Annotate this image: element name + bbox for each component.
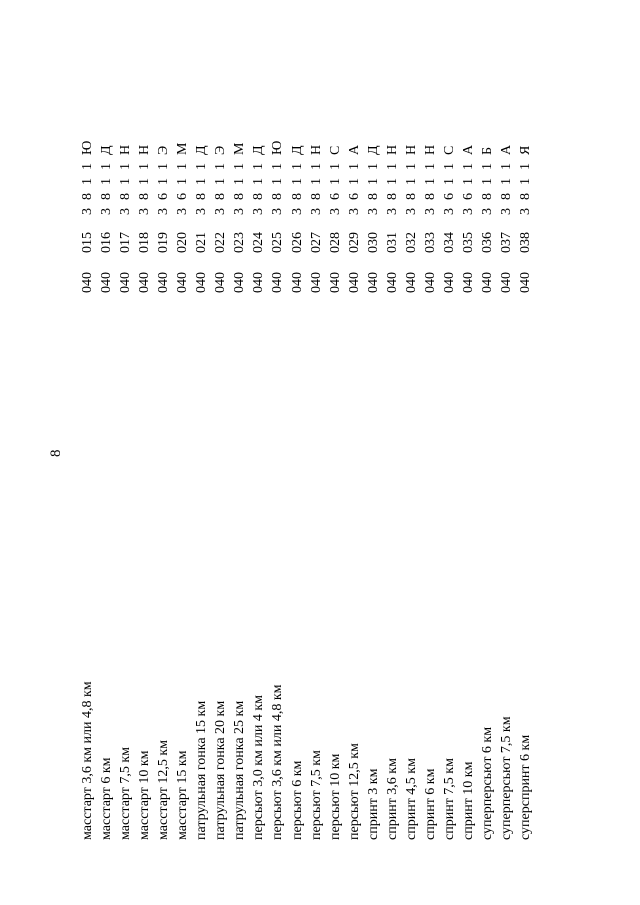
discipline-code <box>154 23 173 293</box>
discipline-name: масстарт 6 км <box>99 757 115 840</box>
code-letter: А <box>460 144 476 155</box>
code-number: 036 <box>479 232 495 253</box>
code-number: 021 <box>194 232 210 253</box>
discipline-name: персьют 6 км <box>289 760 305 840</box>
code-digit: 8 <box>365 193 381 200</box>
code-digit: 1 <box>384 178 400 185</box>
code-letter: Н <box>403 144 419 155</box>
discipline-code <box>383 23 402 293</box>
code-number: 024 <box>251 232 267 253</box>
discipline-code <box>192 23 211 293</box>
discipline-name: масстарт 7,5 км <box>118 746 134 840</box>
code-digit: 8 <box>232 193 248 200</box>
discipline-code <box>364 23 383 293</box>
code-letter: А <box>346 144 362 155</box>
code-digit: 3 <box>213 208 229 215</box>
discipline-name: персьют 3,6 км или 4,8 км <box>270 684 286 840</box>
code-digit: 8 <box>251 193 267 200</box>
code-digit: 1 <box>118 178 134 185</box>
code-digit: 1 <box>327 178 343 185</box>
discipline-name: масстарт 15 км <box>175 750 191 840</box>
code-digit: 1 <box>156 178 172 185</box>
code-digit: 1 <box>327 163 343 170</box>
code-group: 040 <box>270 272 286 293</box>
code-digit: 6 <box>156 193 172 200</box>
code-digit: 8 <box>213 193 229 200</box>
code-digit: 1 <box>80 163 95 170</box>
code-digit: 3 <box>289 208 305 215</box>
code-digit: 6 <box>460 193 476 200</box>
code-group: 040 <box>289 272 305 293</box>
code-group: 040 <box>365 272 381 293</box>
code-digit: 1 <box>422 178 438 185</box>
code-digit: 1 <box>251 163 267 170</box>
code-letter: Б <box>479 146 495 155</box>
discipline-names-column <box>78 590 535 840</box>
discipline-name: масстарт 12,5 км <box>156 739 172 840</box>
code-digit: 1 <box>289 163 305 170</box>
code-digit: 1 <box>365 178 381 185</box>
code-group: 040 <box>422 272 438 293</box>
discipline-name: суперперсьют 7,5 км <box>499 716 515 840</box>
discipline-name: масстарт 3,6 км или 4,8 км <box>80 681 95 840</box>
code-digit: 8 <box>499 193 515 200</box>
discipline-code <box>116 23 135 293</box>
code-digit: 1 <box>518 163 534 170</box>
code-number: 022 <box>213 232 229 253</box>
code-number: 020 <box>175 232 191 253</box>
code-digit: 1 <box>175 163 191 170</box>
discipline-code <box>78 23 97 293</box>
code-group: 040 <box>118 272 134 293</box>
discipline-name: патрульная гонка 25 км <box>232 700 248 840</box>
code-letter: Д <box>251 145 267 155</box>
code-digit: 1 <box>99 163 115 170</box>
code-digit: 1 <box>403 163 419 170</box>
code-digit: 1 <box>422 163 438 170</box>
code-digit: 1 <box>156 163 172 170</box>
code-group: 040 <box>346 272 362 293</box>
code-group: 040 <box>156 272 172 293</box>
code-group: 040 <box>479 272 495 293</box>
code-digit: 1 <box>499 178 515 185</box>
code-letter: Э <box>156 145 172 155</box>
code-digit: 3 <box>99 208 115 215</box>
code-number: 029 <box>346 232 362 253</box>
code-digit: 1 <box>270 163 286 170</box>
code-digit: 1 <box>384 163 400 170</box>
code-number: 018 <box>137 232 153 253</box>
code-digit: 8 <box>99 193 115 200</box>
code-digit: 1 <box>499 163 515 170</box>
code-number: 026 <box>289 232 305 253</box>
code-number: 034 <box>441 232 457 253</box>
discipline-codes-column <box>78 23 535 293</box>
code-number: 017 <box>118 232 134 253</box>
code-digit: 8 <box>289 193 305 200</box>
code-digit: 1 <box>175 178 191 185</box>
code-digit: 3 <box>308 208 324 215</box>
discipline-name: спринт 3,6 км <box>384 758 400 840</box>
discipline-name: персьют 10 км <box>327 753 343 840</box>
code-letter: Н <box>137 144 153 155</box>
code-digit: 1 <box>460 178 476 185</box>
code-digit: 8 <box>80 193 95 200</box>
discipline-name: персьют 3,0 км или 4 км <box>251 695 267 840</box>
discipline-code <box>345 23 364 293</box>
code-digit: 8 <box>137 193 153 200</box>
code-number: 027 <box>308 232 324 253</box>
code-digit: 1 <box>308 178 324 185</box>
code-digit: 1 <box>460 163 476 170</box>
code-digit: 1 <box>80 178 95 185</box>
code-number: 033 <box>422 232 438 253</box>
code-group: 040 <box>232 272 248 293</box>
discipline-code <box>440 23 459 293</box>
code-digit: 8 <box>194 193 210 200</box>
code-letter: Ю <box>270 140 286 155</box>
code-group: 040 <box>441 272 457 293</box>
code-digit: 1 <box>441 178 457 185</box>
code-digit: 8 <box>518 193 534 200</box>
code-digit: 3 <box>118 208 134 215</box>
code-letter: Н <box>422 144 438 155</box>
discipline-name: патрульная гонка 15 км <box>194 700 210 840</box>
code-digit: 1 <box>137 163 153 170</box>
code-digit: 3 <box>403 208 419 215</box>
code-digit: 1 <box>137 178 153 185</box>
discipline-code <box>97 23 116 293</box>
code-digit: 1 <box>194 178 210 185</box>
code-digit: 3 <box>518 208 534 215</box>
code-digit: 8 <box>403 193 419 200</box>
discipline-name: персьют 7,5 км <box>308 750 324 840</box>
code-letter: М <box>232 142 248 155</box>
code-number: 025 <box>270 232 286 253</box>
code-digit: 1 <box>232 163 248 170</box>
discipline-code <box>516 23 535 293</box>
code-digit: 3 <box>460 208 476 215</box>
discipline-code <box>497 23 516 293</box>
discipline-code <box>135 23 154 293</box>
code-digit: 8 <box>479 193 495 200</box>
code-digit: 1 <box>289 178 305 185</box>
discipline-code <box>421 23 440 293</box>
code-letter: Д <box>194 145 210 155</box>
discipline-code <box>288 23 307 293</box>
discipline-name: суперспринт 6 км <box>518 734 534 840</box>
code-group: 040 <box>99 272 115 293</box>
code-letter: Н <box>384 144 400 155</box>
discipline-code <box>459 23 478 293</box>
code-group: 040 <box>213 272 229 293</box>
code-digit: 1 <box>308 163 324 170</box>
code-digit: 8 <box>422 193 438 200</box>
code-number: 023 <box>232 232 248 253</box>
code-group: 040 <box>460 272 476 293</box>
discipline-code <box>326 23 345 293</box>
code-group: 040 <box>403 272 419 293</box>
discipline-name: персьют 12,5 км <box>346 743 362 840</box>
code-digit: 3 <box>156 208 172 215</box>
discipline-code <box>173 23 192 293</box>
code-digit: 1 <box>518 178 534 185</box>
discipline-name: спринт 3 км <box>365 768 381 840</box>
page-number: 8 <box>48 449 64 457</box>
code-digit: 3 <box>327 208 343 215</box>
code-digit: 1 <box>99 178 115 185</box>
code-group: 040 <box>194 272 210 293</box>
code-group: 040 <box>327 272 343 293</box>
discipline-name: спринт 4,5 км <box>403 758 419 840</box>
discipline-code <box>230 23 249 293</box>
code-digit: 1 <box>213 178 229 185</box>
code-number: 035 <box>460 232 476 253</box>
discipline-name: спринт 7,5 км <box>441 758 457 840</box>
code-digit: 1 <box>270 178 286 185</box>
code-digit: 6 <box>346 193 362 200</box>
discipline-name: суперперсьют 6 км <box>479 726 495 840</box>
code-group: 040 <box>251 272 267 293</box>
code-letter: Ю <box>80 140 95 155</box>
code-digit: 3 <box>479 208 495 215</box>
code-digit: 1 <box>213 163 229 170</box>
code-number: 037 <box>499 232 515 253</box>
code-letter: Д <box>365 145 381 155</box>
code-group: 040 <box>518 272 534 293</box>
code-digit: 1 <box>232 178 248 185</box>
code-digit: 8 <box>118 193 134 200</box>
code-digit: 1 <box>118 163 134 170</box>
code-group: 040 <box>137 272 153 293</box>
code-digit: 6 <box>175 193 191 200</box>
code-digit: 6 <box>441 193 457 200</box>
code-digit: 3 <box>384 208 400 215</box>
code-letter: Н <box>308 144 324 155</box>
code-number: 030 <box>365 232 381 253</box>
code-digit: 8 <box>270 193 286 200</box>
code-digit: 3 <box>422 208 438 215</box>
discipline-name: спринт 6 км <box>422 768 438 840</box>
code-letter: Я <box>518 145 534 155</box>
code-digit: 3 <box>499 208 515 215</box>
discipline-code <box>268 23 287 293</box>
code-digit: 3 <box>137 208 153 215</box>
code-digit: 1 <box>251 178 267 185</box>
code-number: 016 <box>99 232 115 253</box>
code-number: 015 <box>80 232 95 253</box>
code-number: 032 <box>403 232 419 253</box>
discipline-code <box>402 23 421 293</box>
code-group: 040 <box>384 272 400 293</box>
code-digit: 3 <box>270 208 286 215</box>
discipline-code <box>478 23 497 293</box>
code-digit: 1 <box>365 163 381 170</box>
code-digit: 1 <box>194 163 210 170</box>
code-number: 019 <box>156 232 172 253</box>
code-number: 031 <box>384 232 400 253</box>
code-digit: 8 <box>384 193 400 200</box>
code-letter: Н <box>118 144 134 155</box>
code-letter: М <box>175 142 191 155</box>
code-letter: С <box>441 145 457 155</box>
code-group: 040 <box>80 272 95 293</box>
discipline-name: масстарт 10 км <box>137 750 153 840</box>
code-letter: Д <box>99 145 115 155</box>
discipline-code <box>249 23 268 293</box>
discipline-name: патрульная гонка 20 км <box>213 700 229 840</box>
code-digit: 1 <box>346 178 362 185</box>
code-digit: 1 <box>479 178 495 185</box>
code-digit: 3 <box>175 208 191 215</box>
code-digit: 3 <box>232 208 248 215</box>
code-number: 028 <box>327 232 343 253</box>
code-digit: 3 <box>365 208 381 215</box>
code-digit: 3 <box>251 208 267 215</box>
code-letter: Э <box>213 145 229 155</box>
code-digit: 8 <box>308 193 324 200</box>
code-group: 040 <box>175 272 191 293</box>
discipline-code <box>307 23 326 293</box>
code-digit: 3 <box>441 208 457 215</box>
code-digit: 1 <box>441 163 457 170</box>
code-letter: А <box>499 144 515 155</box>
code-digit: 3 <box>80 208 95 215</box>
code-digit: 3 <box>346 208 362 215</box>
code-digit: 1 <box>346 163 362 170</box>
code-letter: Д <box>289 145 305 155</box>
discipline-code <box>211 23 230 293</box>
code-letter: С <box>327 145 343 155</box>
code-group: 040 <box>499 272 515 293</box>
discipline-name: спринт 10 км <box>460 761 476 840</box>
code-group: 040 <box>308 272 324 293</box>
code-digit: 1 <box>479 163 495 170</box>
code-digit: 3 <box>194 208 210 215</box>
code-number: 038 <box>518 232 534 253</box>
code-digit: 6 <box>327 193 343 200</box>
code-digit: 1 <box>403 178 419 185</box>
